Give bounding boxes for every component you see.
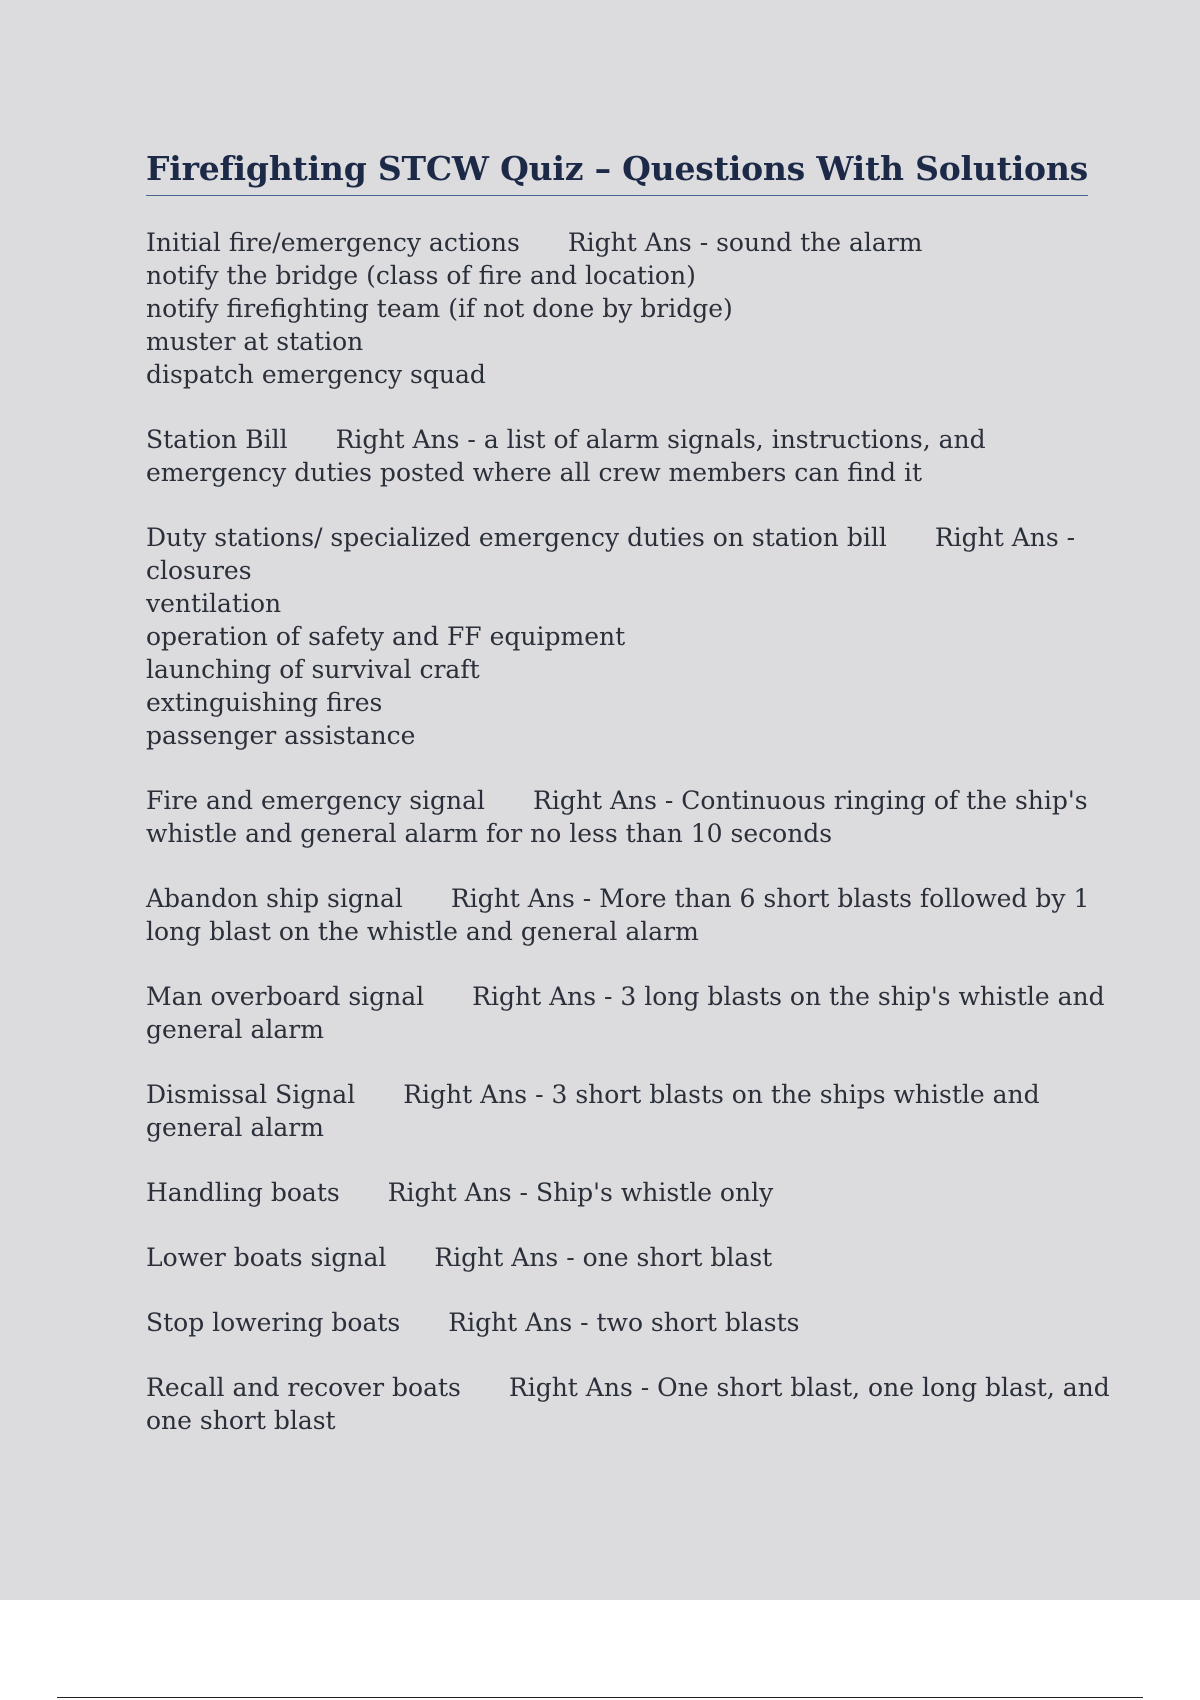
qa-first-line — [146, 882, 1088, 915]
answer-line: muster at station — [146, 327, 364, 356]
answer-line: one short blast — [146, 1406, 336, 1435]
question-text: Dismissal Signal — [146, 1080, 356, 1109]
answer-line: general alarm — [146, 1015, 324, 1044]
question-text: Initial fire/emergency actions — [146, 228, 520, 257]
question-text: Lower boats signal — [146, 1243, 387, 1272]
qa-item — [146, 226, 1088, 391]
qa-first-line — [146, 1306, 1088, 1339]
qa-item — [146, 882, 1088, 948]
answer-line: emergency duties posted where all crew members can find it — [146, 458, 922, 487]
answer-text: Right Ans - 3 long blasts on the ship's whistle and — [472, 982, 1105, 1011]
qa-item — [146, 1371, 1110, 1437]
answer-text: Right Ans - Continuous ringing of the ship's — [533, 786, 1088, 815]
qa-list — [146, 226, 1110, 1437]
answer-line: notify the bridge (class of fire and location) — [146, 261, 696, 290]
question-text: Abandon ship signal — [146, 884, 403, 913]
qa-item — [146, 1241, 1088, 1274]
qa-item — [146, 423, 1088, 489]
qa-first-line — [146, 521, 1088, 554]
answer-text: Right Ans - One short blast, one long blast, and — [508, 1373, 1110, 1402]
question-text: Fire and emergency signal — [146, 786, 486, 815]
qa-first-line — [146, 226, 1088, 259]
qa-item — [146, 980, 1105, 1046]
answer-text: Right Ans - two short blasts — [448, 1308, 800, 1337]
answer-text: Right Ans - More than 6 short blasts followed by 1 — [450, 884, 1090, 913]
question-text: Recall and recover boats — [146, 1373, 461, 1402]
answer-line: general alarm — [146, 1113, 324, 1142]
title-underline — [146, 195, 1088, 196]
qa-item — [146, 1176, 1088, 1209]
answer-line: long blast on the whistle and general alarm — [146, 917, 699, 946]
qa-first-line — [146, 1176, 1088, 1209]
qa-first-line — [146, 1241, 1088, 1274]
answer-text: Right Ans - 3 short blasts on the ships whistle and — [403, 1080, 1040, 1109]
answer-line: operation of safety and FF equipment — [146, 622, 626, 651]
qa-item — [146, 784, 1088, 850]
answer-text: Right Ans - sound the alarm — [567, 228, 923, 257]
answer-text: Right Ans - — [934, 523, 1076, 552]
qa-item — [146, 1306, 1088, 1339]
answer-line: closures — [146, 556, 252, 585]
question-text: Station Bill — [146, 425, 288, 454]
document-content — [146, 148, 1110, 1469]
footer-rule — [57, 1697, 1143, 1698]
qa-first-line — [146, 1078, 1088, 1111]
qa-item — [146, 1078, 1088, 1144]
answer-text: Right Ans - Ship's whistle only — [387, 1178, 774, 1207]
answer-line: whistle and general alarm for no less than 10 seconds — [146, 819, 833, 848]
answer-text: Right Ans - a list of alarm signals, instructions, and — [335, 425, 986, 454]
question-text: Duty stations/ specialized emergency duties on station bill — [146, 523, 887, 552]
answer-line: launching of survival craft — [146, 655, 480, 684]
qa-first-line — [146, 1371, 1110, 1404]
question-text: Stop lowering boats — [146, 1308, 401, 1337]
qa-item — [146, 521, 1088, 752]
answer-line: ventilation — [146, 589, 282, 618]
answer-line: notify firefighting team (if not done by bridge) — [146, 294, 733, 323]
answer-text: Right Ans - one short blast — [434, 1243, 773, 1272]
document-title: Firefighting STCW Quiz – Questions With Solutions — [146, 149, 1089, 188]
question-text: Handling boats — [146, 1178, 340, 1207]
answer-line: extinguishing fires — [146, 688, 383, 717]
answer-line: dispatch emergency squad — [146, 360, 486, 389]
qa-first-line — [146, 784, 1088, 817]
question-text: Man overboard signal — [146, 982, 425, 1011]
answer-line: passenger assistance — [146, 721, 416, 750]
qa-first-line — [146, 423, 1088, 456]
qa-first-line — [146, 980, 1105, 1013]
